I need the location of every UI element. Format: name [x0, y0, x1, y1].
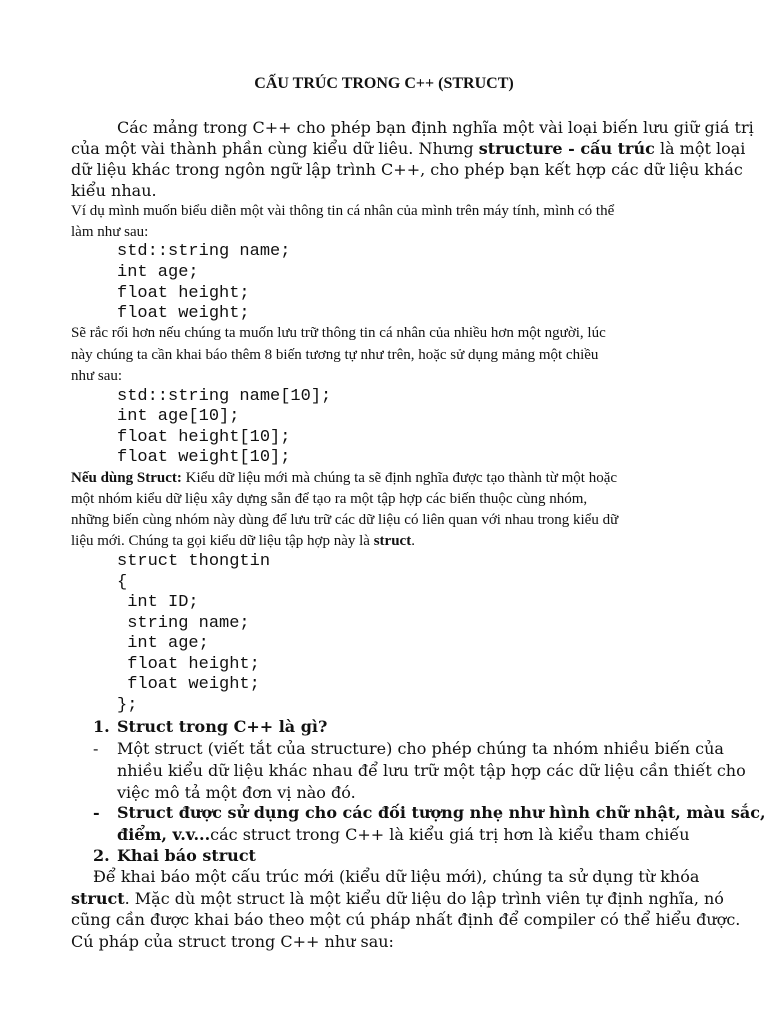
bullet1-line-1: Một struct (viết tắt của structure) cho phép chúng ta nhóm nhiều biến của [117, 739, 724, 758]
code2-line: std::string name[10]; [117, 387, 332, 406]
complex-line-1: Sẽ rắc rối hơn nếu chúng ta muốn lưu trữ thông tin cá nhân của nhiều hơn một người, lúc [71, 325, 606, 341]
struct-para-period: . [411, 533, 415, 549]
code3-line: struct thongtin [117, 552, 271, 571]
section1-heading: Struct trong C++ là gì? [117, 717, 328, 736]
bullet1-line-2: nhiều kiểu dữ liệu khác nhau để lưu trữ một tập hợp các dữ liệu cần thiết cho [117, 761, 746, 780]
struct-para-line-2: một nhóm kiểu dữ liệu xây dựng sẵn để tạo ra một tập hợp các biến thuộc cùng nhóm, [71, 491, 588, 507]
struct-para-line-3: những biến cùng nhóm này dùng để lưu trữ các dữ liệu có liên quan với nhau trong kiểu dữ [71, 512, 619, 528]
complex-line-3: như sau: [71, 368, 123, 384]
code3-line: float height; [117, 655, 260, 674]
section2-line-2-text: . Mặc dù một struct là một kiểu dữ liệu do lập trình viên tự định nghĩa, nó [124, 889, 724, 908]
intro-line-2 [71, 139, 745, 158]
struct-para-lead: Nếu dùng Struct: [71, 470, 182, 486]
section2-heading: Khai báo struct [117, 846, 256, 865]
bullet2-line-2 [117, 825, 690, 844]
code3-line: string name; [117, 614, 250, 633]
page-title: CẤU TRÚC TRONG C++ (STRUCT) [254, 75, 514, 92]
struct-keyword-2: struct [71, 889, 125, 908]
section2-number: 2. [93, 846, 110, 865]
code3-line: float weight; [117, 675, 260, 694]
bullet1-line-3: việc mô tả một đơn vị nào đó. [117, 783, 356, 802]
bullet2-bold-tail: điểm, v.v... [117, 825, 211, 844]
bullet2-dash: - [93, 803, 100, 822]
intro-line-1: Các mảng trong C++ cho phép bạn định nghĩa một vài loại biến lưu giữ giá trị [117, 118, 754, 137]
example-line-1: Ví dụ mình muốn biểu diễn một vài thông tin cá nhân của mình trên máy tính, mình có thể [71, 203, 615, 219]
section2-line-2 [71, 889, 724, 908]
struct-para-line-1-text: Kiểu dữ liệu mới mà chúng ta sẽ định nghĩa được tạo thành từ một hoặc [185, 470, 618, 486]
code1-line: std::string name; [117, 242, 291, 261]
section2-line-4: Cú pháp của struct trong C++ như sau: [71, 932, 394, 951]
structure-keyword: structure - cấu trúc [478, 139, 655, 158]
intro-line-3: dữ liệu khác trong ngôn ngữ lập trình C++, cho phép bạn kết hợp các dữ liệu khác [71, 160, 743, 179]
intro-line-2-text: của một vài thành phần cùng kiểu dữ liêu. Nhưng [71, 139, 474, 158]
code1-line: float weight; [117, 304, 250, 323]
code3-line: int age; [117, 634, 209, 653]
code3-line: { [117, 573, 128, 592]
section2-line-1: Để khai báo một cấu trúc mới (kiểu dữ liệu mới), chúng ta sử dụng từ khóa [93, 867, 700, 886]
struct-para-line-4 [71, 533, 415, 550]
struct-keyword: struct [373, 533, 412, 549]
example-line-2: làm như sau: [71, 224, 149, 240]
bullet2-rest: các struct trong C++ là kiểu giá trị hơn là kiểu tham chiếu [210, 825, 690, 844]
code2-line: float weight[10]; [117, 448, 291, 467]
struct-para-line-1 [71, 470, 617, 487]
code2-line: float height[10]; [117, 428, 291, 447]
code3-line: int ID; [117, 593, 199, 612]
struct-para-line-4-text: liệu mới. Chúng ta gọi kiểu dữ liệu tập hợp này là [71, 533, 370, 549]
section2-line-3: cũng cần được khai báo theo một cú pháp nhất định để compiler có thể hiểu được. [71, 910, 741, 929]
bullet2-line-1: Struct được sử dụng cho các đối tượng nhẹ như hình chữ nhật, màu sắc, [117, 803, 766, 822]
intro-line-2-end: là một loại [659, 139, 746, 158]
intro-line-4: kiểu nhau. [71, 181, 157, 200]
code1-line: float height; [117, 284, 250, 303]
bullet1-dash: - [93, 739, 99, 758]
code2-line: int age[10]; [117, 407, 240, 426]
code3-line: }; [117, 696, 138, 715]
code1-line: int age; [117, 263, 199, 282]
section1-number: 1. [93, 717, 110, 736]
complex-line-2: này chúng ta cần khai báo thêm 8 biến tương tự như trên, hoặc sử dụng mảng một chiều [71, 347, 599, 363]
